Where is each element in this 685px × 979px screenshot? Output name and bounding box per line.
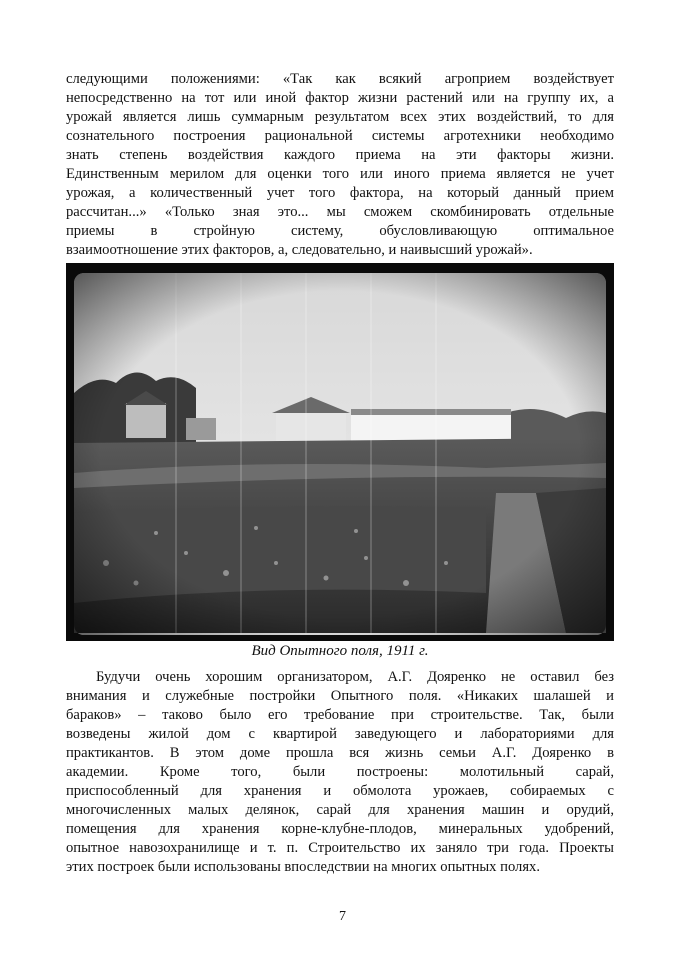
text-line: внимания и служебные постройки Опытного поля. «Никаких шалашей и — [66, 688, 614, 704]
text-line: Единственным мерилом для оценки того или иного приема является не учет — [66, 166, 614, 182]
text-line: урожая, а количественный учет того фактора, на который данный прием — [66, 185, 614, 201]
text-line: возведены жилой дом с квартирой заведующего и лабораториями для — [66, 726, 614, 742]
text-line: взаимоотношение этих факторов, а, следовательно, и наивысший урожай». — [66, 242, 533, 258]
paragraph-top — [66, 70, 614, 260]
text-line: приемы в стройную систему, обусловливающую оптимальное — [66, 223, 614, 239]
text-line: сознательного построения рациональной системы агротехники необходимо — [66, 128, 614, 144]
page-number: 7 — [339, 909, 346, 924]
text-line: академии. Кроме того, были построены: молотильный сарай, — [66, 764, 614, 780]
photo-caption: Вид Опытного поля, 1911 г. — [251, 643, 429, 659]
text-line: опытное навозохранилище и т. п. Строительство их заняло три года. Проекты — [66, 840, 614, 856]
text-line: практикантов. В этом доме прошла вся жизнь семьи А.Г. Дояренко в — [66, 745, 614, 761]
text-line: урожай является лишь суммарным результатом всех этих воздействий, то для — [66, 109, 614, 125]
text-line: этих построек были использованы впоследствии на многих опытных полях. — [66, 859, 540, 875]
text-line: приспособленный для хранения и обмолота урожаев, собираемых с — [66, 783, 614, 799]
text-line: непосредственно на тот или иной фактор жизни растений или на группу их, а — [66, 90, 614, 106]
text-line: помещения для хранения корне-клубне-плодов, минеральных удобрений, — [66, 821, 614, 837]
field-photo — [66, 263, 614, 641]
text-line: бараков» – таково было его требование при строительстве. Так, были — [66, 707, 614, 723]
text-line: Будучи очень хорошим организатором, А.Г. Дояренко не оставил без — [96, 669, 614, 685]
text-line: рассчитан...» «Только зная это... мы сможем скомбинировать отдельные — [66, 204, 614, 220]
text-line: следующими положениями: «Так как всякий агроприем воздействует — [66, 71, 614, 87]
text-line: многочисленных малых делянок, сарай для хранения машин и орудий, — [66, 802, 614, 818]
text-line: знать степень воздействия каждого приема на эти факторы жизни. — [66, 147, 614, 163]
paragraph-bottom — [66, 668, 614, 877]
